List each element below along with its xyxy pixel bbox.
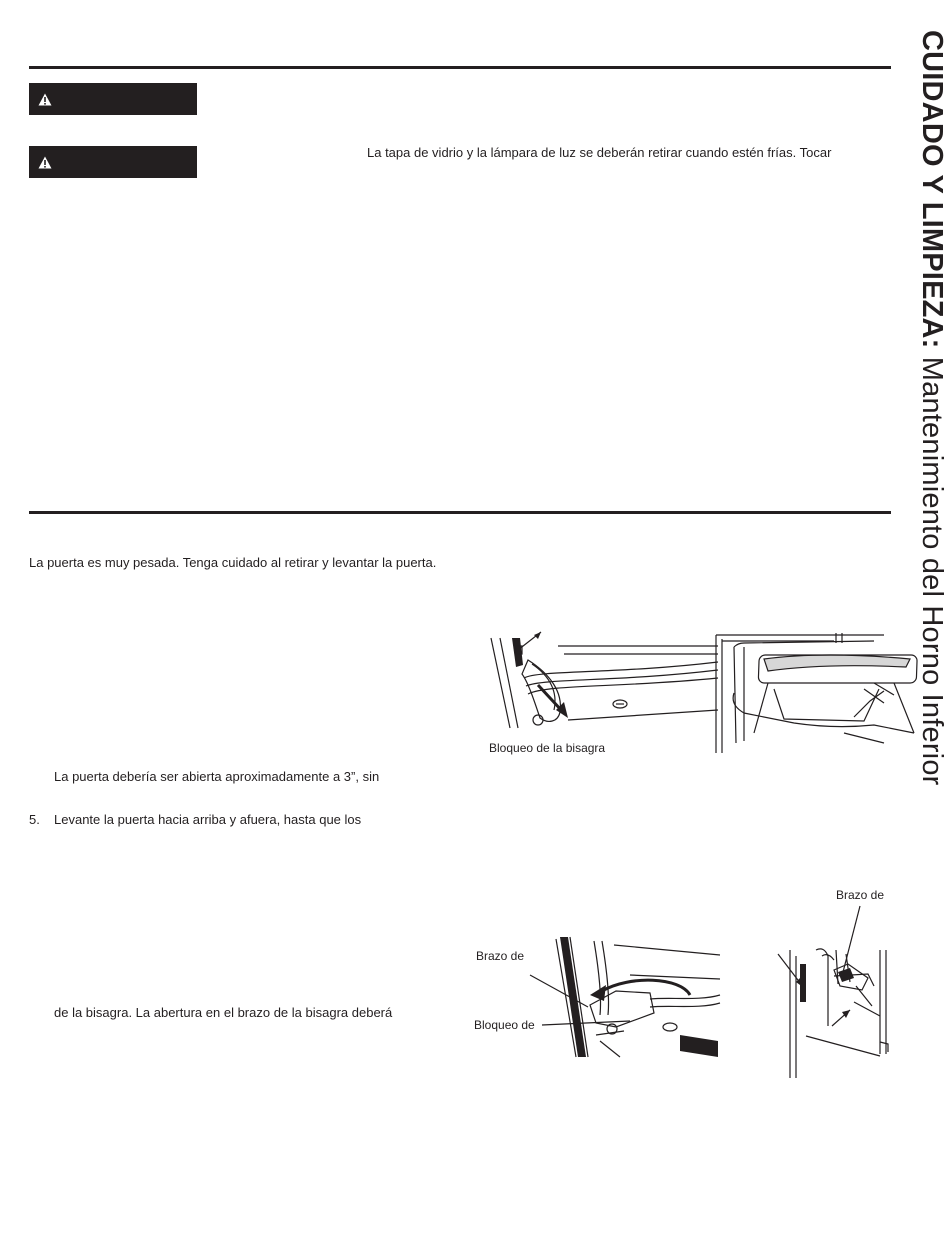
door-warning-text: La puerta es muy pesada. Tenga cuidado al retirar y levantar la puerta. (29, 555, 437, 570)
top-divider (29, 66, 891, 69)
step-5-number: 5. (29, 812, 40, 827)
door-lift-figure (714, 633, 884, 753)
side-title-bold: CUIDADO Y LIMPIEZA: (916, 30, 948, 349)
hinge-lock-caption: Bloqueo de la bisagra (489, 741, 606, 755)
door-open-note: La puerta debería ser abierta aproximadamente a 3”, sin (54, 769, 380, 784)
warning-triangle-icon (38, 93, 52, 106)
lamp-warning-text: La tapa de vidrio y la lámpara de luz se deberán retirar cuando estén frías. Tocar (367, 145, 832, 160)
hinge-arm-figure (530, 935, 720, 1060)
warning-banner-2 (29, 146, 197, 178)
middle-divider (29, 511, 891, 514)
section-side-title (915, 30, 949, 786)
hinge-lock-figure (488, 630, 720, 730)
hinge-arm-text: de la bisagra. La abertura en el brazo de la bisagra deberá (54, 1005, 393, 1020)
hinge-detail-figure (776, 906, 892, 1078)
warning-triangle-icon (38, 156, 52, 169)
hinge-lock-caption-left: Bloqueo de (474, 1018, 535, 1032)
warning-banner-1 (29, 83, 197, 115)
hinge-arm-caption-left: Brazo de (476, 949, 525, 963)
hinge-arm-caption-right: Brazo de (836, 888, 885, 902)
side-title-light: Mantenimiento del Horno Inferior (916, 348, 948, 786)
step-5-text: Levante la puerta hacia arriba y afuera, hasta que los (54, 812, 362, 827)
